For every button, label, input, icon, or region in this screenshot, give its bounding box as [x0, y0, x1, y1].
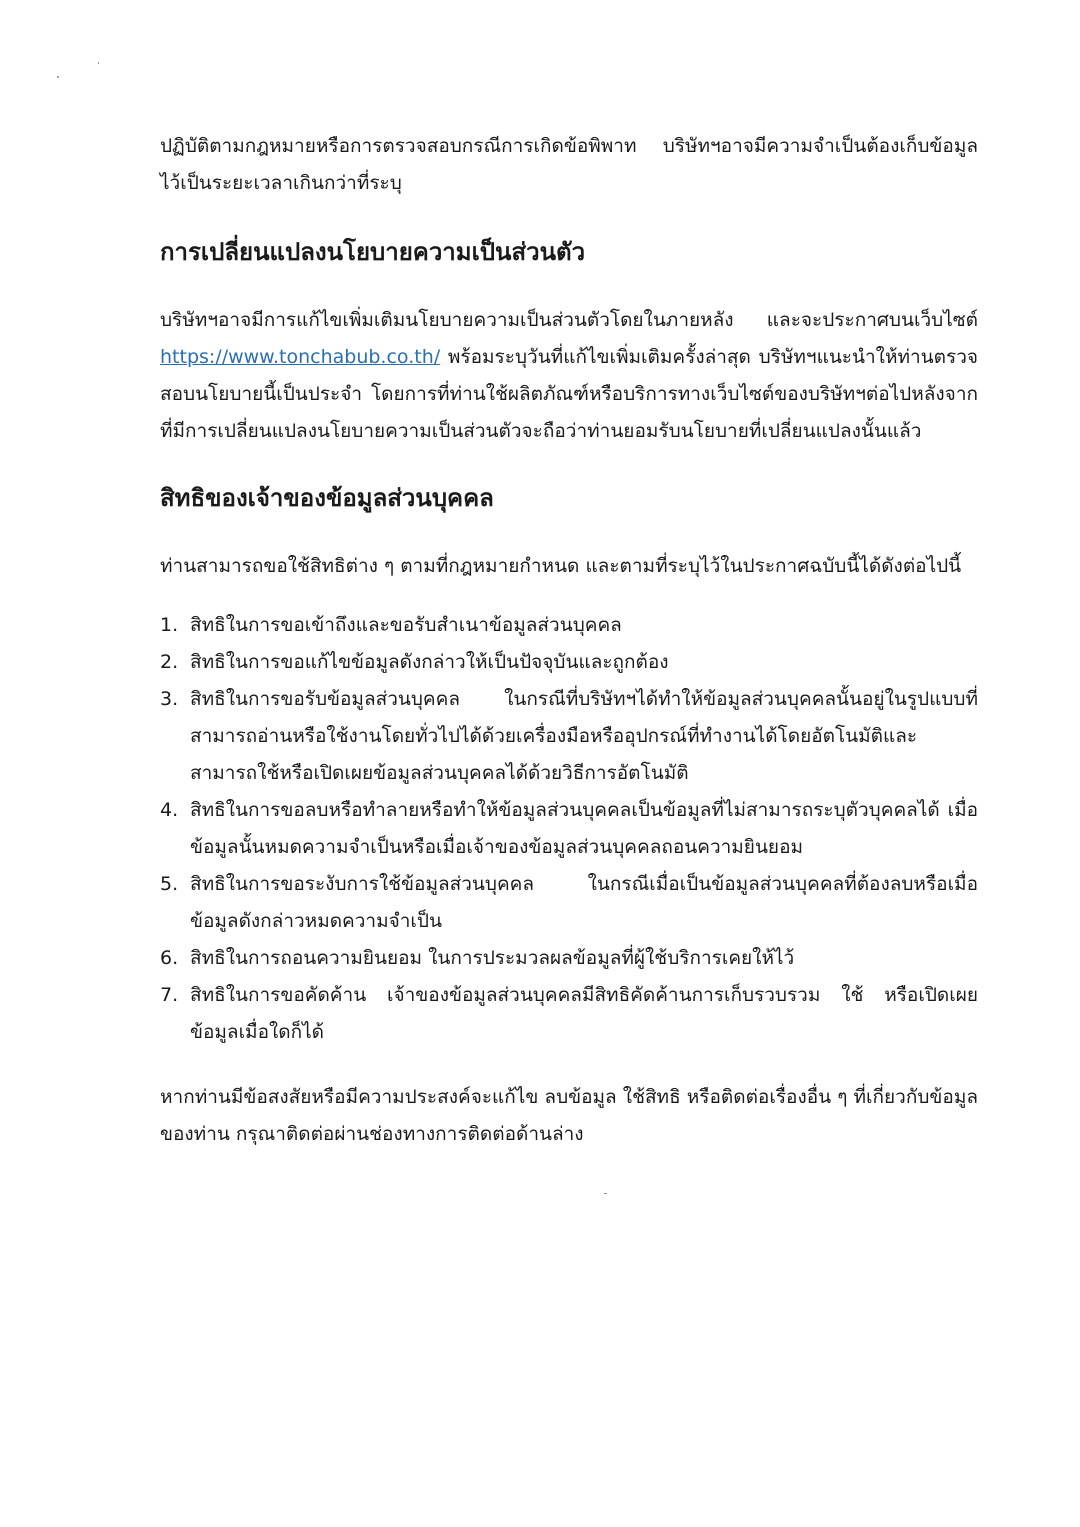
- document-page: [160, 128, 978, 1153]
- list-item-number: 3.: [160, 688, 179, 710]
- list-item-text: สิทธิในการขอระงับการใช้ข้อมูลส่วนบุคคล ในกรณีเมื่อเป็นข้อมูลส่วนบุคคลที่ต้องลบหรือเมื่อข้อมูลดังกล่าวหมดความจำเป็น: [190, 873, 978, 932]
- policy-change-heading: การเปลี่ยนแปลงนโยบายความเป็นส่วนตัว: [160, 238, 586, 266]
- list-item-number: 5.: [160, 873, 179, 895]
- website-link[interactable]: https://www.tonchabub.co.th/: [160, 346, 441, 368]
- rights-intro-paragraph: ท่านสามารถขอใช้สิทธิต่าง ๆ ตามที่กฎหมายกำหนด และตามที่ระบุไว้ในประกาศฉบับนี้ได้ดังต่อไปนี้: [160, 555, 962, 577]
- intro-paragraph: ปฏิบัติตามกฎหมายหรือการตรวจสอบกรณีการเกิดข้อพิพาท บริษัทฯอาจมีความจำเป็นต้องเก็บข้อมูลไว้เป็นระยะเวลาเกินกว่าที่ระบุ: [160, 135, 978, 194]
- rights-list: [160, 607, 978, 1051]
- list-item: [160, 792, 978, 866]
- list-item-text: สิทธิในการขอลบหรือทำลายหรือทำให้ข้อมูลส่วนบุคคลเป็นข้อมูลที่ไม่สามารถระบุตัวบุคคลได้ เมื่อข้อมูลนั้นหมดความจำเป็นหรือเมื่อเจ้าของข้อมูลส่วนบุคคลถอนความยินยอม: [190, 799, 978, 858]
- scan-speck: [57, 76, 59, 78]
- list-item-number: 1.: [160, 614, 179, 636]
- list-item-number: 4.: [160, 799, 179, 821]
- list-item-text: สิทธิในการถอนความยินยอม ในการประมวลผลข้อมูลที่ผู้ใช้บริการเคยให้ไว้: [190, 947, 795, 969]
- scan-speck: [98, 62, 99, 64]
- closing-paragraph: หากท่านมีข้อสงสัยหรือมีความประสงค์จะแก้ไข ลบข้อมูล ใช้สิทธิ หรือติดต่อเรื่องอื่น ๆ ที่เกี่ยวกับข้อมูลของท่าน กรุณาติดต่อผ่านช่องทางการติดต่อด้านล่าง: [160, 1086, 978, 1145]
- policy-change-text-before-link: บริษัทฯอาจมีการแก้ไขเพิ่มเติมนโยบายความเป็นส่วนตัวโดยในภายหลัง และจะประกาศบนเว็บไซต์: [160, 309, 978, 331]
- list-item-text: สิทธิในการขอคัดค้าน เจ้าของข้อมูลส่วนบุคคลมีสิทธิคัดค้านการเก็บรวบรวม ใช้ หรือเปิดเผยข้อมูลเมื่อใดก็ได้: [190, 984, 978, 1043]
- data-subject-rights-heading: สิทธิของเจ้าของข้อมูลส่วนบุคคล: [160, 484, 494, 512]
- list-item: [160, 940, 978, 977]
- list-item-number: 2.: [160, 651, 179, 673]
- list-item-text: สิทธิในการขอเข้าถึงและขอรับสำเนาข้อมูลส่วนบุคคล: [190, 614, 622, 636]
- list-item-number: 7.: [160, 984, 179, 1006]
- policy-change-paragraph: [160, 302, 978, 450]
- scan-speck: [604, 1193, 607, 1194]
- list-item: [160, 866, 978, 940]
- list-item: [160, 644, 978, 681]
- list-item: [160, 681, 978, 792]
- policy-change-text-after-link: พร้อมระบุวันที่แก้ไขเพิ่มเติมครั้งล่าสุด บริษัทฯแนะนำให้ท่านตรวจสอบนโยบายนี้เป็นประจำ โดยการที่ท่านใช้ผลิตภัณฑ์หรือบริการทางเว็บไซต์ของบริษัทฯต่อไปหลังจากที่มีการเปลี่ยนแปลงนโยบายความเป็นส่วนตัวจะถือว่าท่านยอมรับนโยบายที่เปลี่ยนแปลงนั้นแล้ว: [160, 346, 978, 442]
- list-item-number: 6.: [160, 947, 179, 969]
- list-item-text: สิทธิในการขอรับข้อมูลส่วนบุคคล ในกรณีที่บริษัทฯได้ทำให้ข้อมูลส่วนบุคคลนั้นอยู่ในรูปแบบที่สามารถอ่านหรือใช้งานโดยทั่วไปได้ด้วยเครื่องมือหรืออุปกรณ์ที่ทำงานได้โดยอัตโนมัติและสามารถใช้หรือเปิดเผยข้อมูลส่วนบุคคลได้ด้วยวิธีการอัตโนมัติ: [190, 688, 978, 784]
- list-item: [160, 977, 978, 1051]
- list-item: [160, 607, 978, 644]
- list-item-text: สิทธิในการขอแก้ไขข้อมูลดังกล่าวให้เป็นปัจจุบันและถูกต้อง: [190, 651, 669, 673]
